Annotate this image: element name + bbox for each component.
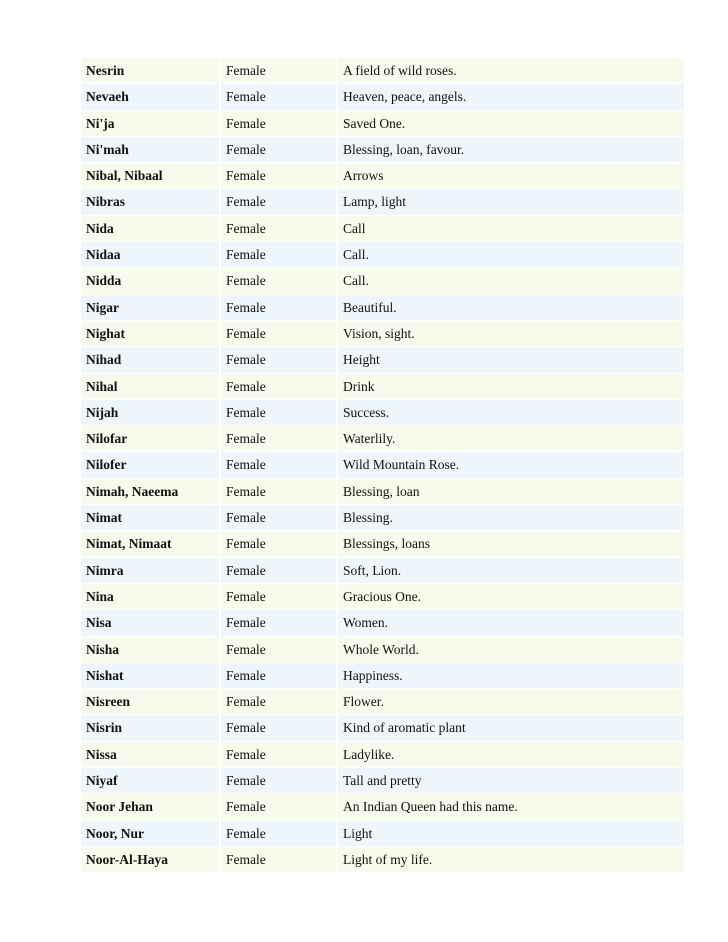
meaning-cell: Success.: [336, 400, 684, 426]
name-cell: Nigar: [81, 295, 219, 321]
gender-cell: Female: [219, 689, 336, 715]
meaning-cell: A field of wild roses.: [336, 58, 684, 84]
meaning-cell: Call.: [336, 242, 684, 268]
meaning-cell: Tall and pretty: [336, 768, 684, 794]
table-row: [81, 689, 684, 715]
gender-cell: Female: [219, 84, 336, 110]
table-row: [81, 111, 684, 137]
meaning-cell: Blessing.: [336, 505, 684, 531]
table-row: [81, 295, 684, 321]
table-row: [81, 558, 684, 584]
meaning-cell: Wild Mountain Rose.: [336, 452, 684, 478]
table-row: [81, 479, 684, 505]
names-table-body: [81, 58, 684, 873]
gender-cell: Female: [219, 321, 336, 347]
meaning-cell: Arrows: [336, 163, 684, 189]
gender-cell: Female: [219, 794, 336, 820]
gender-cell: Female: [219, 58, 336, 84]
gender-cell: Female: [219, 216, 336, 242]
gender-cell: Female: [219, 715, 336, 741]
name-cell: Nimat: [81, 505, 219, 531]
table-row: [81, 821, 684, 847]
meaning-cell: Flower.: [336, 689, 684, 715]
name-cell: Nighat: [81, 321, 219, 347]
name-cell: Nissa: [81, 742, 219, 768]
gender-cell: Female: [219, 610, 336, 636]
gender-cell: Female: [219, 268, 336, 294]
gender-cell: Female: [219, 452, 336, 478]
name-cell: Noor, Nur: [81, 821, 219, 847]
table-row: [81, 715, 684, 741]
name-cell: Nesrin: [81, 58, 219, 84]
meaning-cell: Happiness.: [336, 663, 684, 689]
name-cell: Nisreen: [81, 689, 219, 715]
name-cell: Nida: [81, 216, 219, 242]
gender-cell: Female: [219, 584, 336, 610]
name-cell: Nihad: [81, 347, 219, 373]
name-cell: Noor-Al-Haya: [81, 847, 219, 873]
meaning-cell: Drink: [336, 374, 684, 400]
meaning-cell: Gracious One.: [336, 584, 684, 610]
gender-cell: Female: [219, 479, 336, 505]
gender-cell: Female: [219, 163, 336, 189]
table-row: [81, 189, 684, 215]
meaning-cell: Blessings, loans: [336, 531, 684, 557]
table-row: [81, 321, 684, 347]
name-cell: Nidda: [81, 268, 219, 294]
gender-cell: Female: [219, 111, 336, 137]
name-cell: Nidaa: [81, 242, 219, 268]
table-row: [81, 400, 684, 426]
name-cell: Nijah: [81, 400, 219, 426]
name-cell: Nibras: [81, 189, 219, 215]
table-row: [81, 374, 684, 400]
name-cell: Ni'ja: [81, 111, 219, 137]
meaning-cell: Vision, sight.: [336, 321, 684, 347]
table-row: [81, 584, 684, 610]
name-cell: Nishat: [81, 663, 219, 689]
meaning-cell: Blessing, loan: [336, 479, 684, 505]
meaning-cell: Beautiful.: [336, 295, 684, 321]
gender-cell: Female: [219, 821, 336, 847]
meaning-cell: Soft, Lion.: [336, 558, 684, 584]
gender-cell: Female: [219, 847, 336, 873]
name-cell: Nevaeh: [81, 84, 219, 110]
name-cell: Nihal: [81, 374, 219, 400]
table-row: [81, 768, 684, 794]
meaning-cell: Waterlily.: [336, 426, 684, 452]
meaning-cell: An Indian Queen had this name.: [336, 794, 684, 820]
meaning-cell: Light: [336, 821, 684, 847]
meaning-cell: Blessing, loan, favour.: [336, 137, 684, 163]
gender-cell: Female: [219, 400, 336, 426]
name-cell: Nimah, Naeema: [81, 479, 219, 505]
table-row: [81, 242, 684, 268]
table-row: [81, 347, 684, 373]
meaning-cell: Whole World.: [336, 637, 684, 663]
meaning-cell: Kind of aromatic plant: [336, 715, 684, 741]
gender-cell: Female: [219, 426, 336, 452]
gender-cell: Female: [219, 558, 336, 584]
meaning-cell: Height: [336, 347, 684, 373]
gender-cell: Female: [219, 295, 336, 321]
gender-cell: Female: [219, 768, 336, 794]
table-row: [81, 137, 684, 163]
name-cell: Nilofar: [81, 426, 219, 452]
table-row: [81, 610, 684, 636]
table-row: [81, 58, 684, 84]
gender-cell: Female: [219, 189, 336, 215]
gender-cell: Female: [219, 374, 336, 400]
table-row: [81, 426, 684, 452]
meaning-cell: Call: [336, 216, 684, 242]
table-row: [81, 847, 684, 873]
meaning-cell: Lamp, light: [336, 189, 684, 215]
name-cell: Nisha: [81, 637, 219, 663]
gender-cell: Female: [219, 742, 336, 768]
table-row: [81, 637, 684, 663]
table-row: [81, 268, 684, 294]
name-cell: Nisa: [81, 610, 219, 636]
name-cell: Nimra: [81, 558, 219, 584]
meaning-cell: Light of my life.: [336, 847, 684, 873]
name-cell: Nisrin: [81, 715, 219, 741]
name-cell: Niyaf: [81, 768, 219, 794]
meaning-cell: Call.: [336, 268, 684, 294]
meaning-cell: Saved One.: [336, 111, 684, 137]
names-table: [81, 58, 684, 873]
table-row: [81, 216, 684, 242]
table-row: [81, 163, 684, 189]
meaning-cell: Ladylike.: [336, 742, 684, 768]
gender-cell: Female: [219, 242, 336, 268]
gender-cell: Female: [219, 505, 336, 531]
table-row: [81, 663, 684, 689]
gender-cell: Female: [219, 347, 336, 373]
table-row: [81, 531, 684, 557]
name-cell: Noor Jehan: [81, 794, 219, 820]
table-row: [81, 505, 684, 531]
table-row: [81, 452, 684, 478]
gender-cell: Female: [219, 531, 336, 557]
gender-cell: Female: [219, 663, 336, 689]
gender-cell: Female: [219, 637, 336, 663]
name-cell: Ni'mah: [81, 137, 219, 163]
name-cell: Nibal, Nibaal: [81, 163, 219, 189]
table-row: [81, 742, 684, 768]
gender-cell: Female: [219, 137, 336, 163]
meaning-cell: Women.: [336, 610, 684, 636]
table-row: [81, 794, 684, 820]
name-cell: Nilofer: [81, 452, 219, 478]
name-cell: Nimat, Nimaat: [81, 531, 219, 557]
name-cell: Nina: [81, 584, 219, 610]
meaning-cell: Heaven, peace, angels.: [336, 84, 684, 110]
table-row: [81, 84, 684, 110]
